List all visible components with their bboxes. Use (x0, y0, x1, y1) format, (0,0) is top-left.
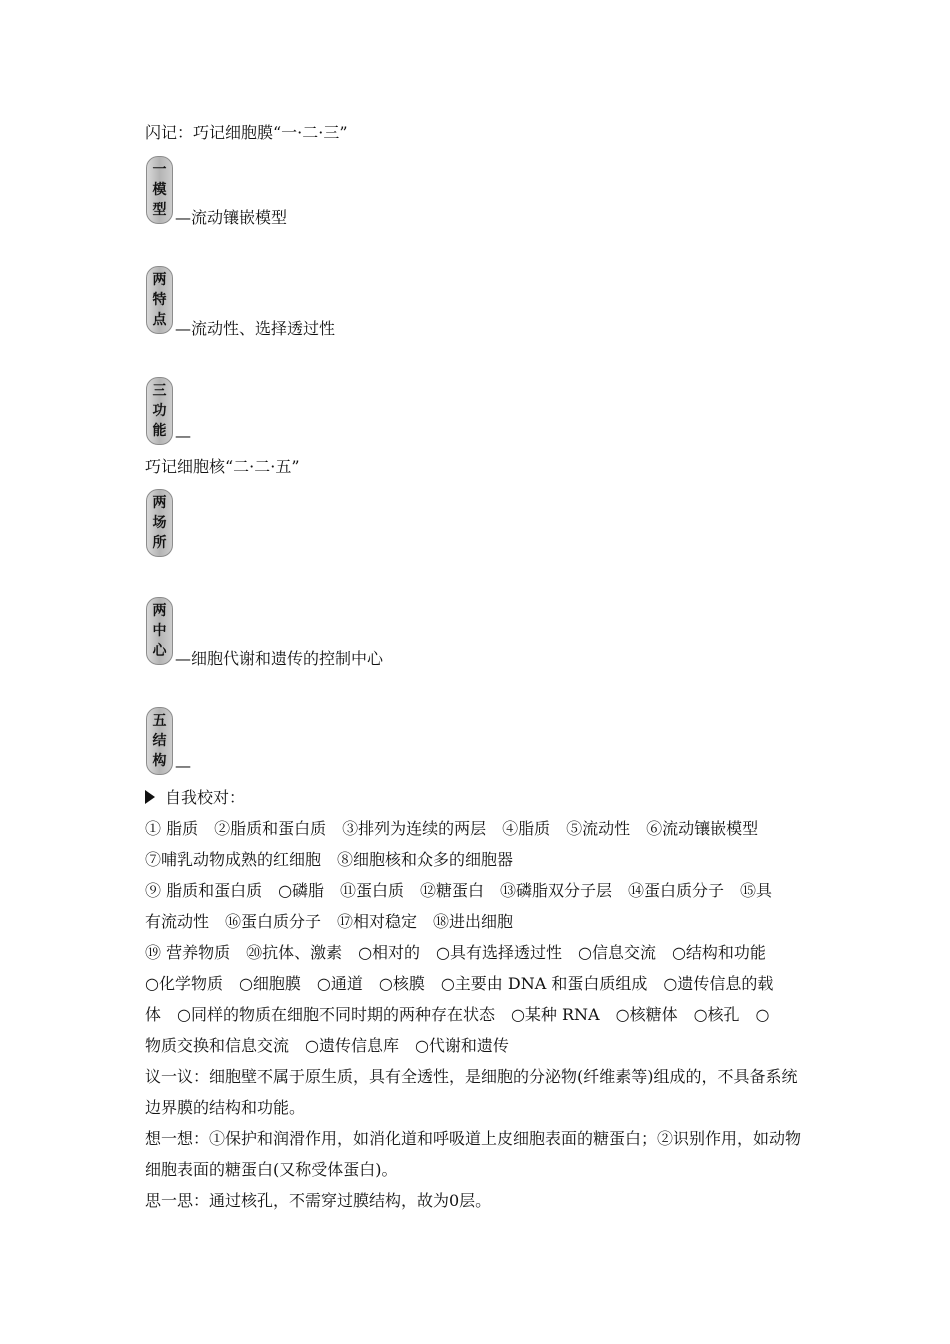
badge-suffix: —流动性、选择透过性 (175, 319, 336, 338)
heading-cell-membrane: 闪记：巧记细胞膜“一·二·三” (145, 123, 348, 142)
badge-char: 五 (152, 713, 167, 729)
think-paragraph: 想一想：①保护和润滑作用，如消化道和呼吸道上皮细胞表面的糖蛋白；②识别作用，如动物细胞表面的糖蛋白(又称受体蛋白)。 (145, 1129, 802, 1179)
badge-char: 心 (152, 643, 167, 659)
badge-char: 所 (152, 535, 167, 551)
badge-char: 模 (152, 182, 167, 198)
answer-line: ⑦哺乳动物成熟的红细胞 ⑧细胞核和众多的细胞器 (145, 850, 514, 869)
badge-suffix: — (175, 756, 191, 775)
badge-one-model (146, 156, 173, 224)
badge-char: 场 (152, 515, 167, 531)
badge-two-sites (146, 489, 173, 557)
badge-char: 三 (152, 383, 167, 399)
badge-char: 能 (152, 423, 167, 439)
discuss-paragraph: 议一议：细胞壁不属于原生质，具有全透性，是细胞的分泌物(纤维素等)组成的，不具备系统边界膜的结构和功能。 (145, 1067, 798, 1117)
badge-char: 型 (152, 202, 167, 218)
badge-char: 中 (152, 623, 167, 639)
badge-suffix: — (175, 426, 191, 445)
badge-two-features (146, 266, 173, 334)
ponder-paragraph: 思一思：通过核孔，不需穿过膜结构，故为0层。 (145, 1191, 492, 1210)
self-check-title: 自我校对： (165, 788, 246, 807)
answer-line: 体 ○同样的物质在细胞不同时期的两种存在状态 ○某种 RNA ○核糖体 ○核孔 ○ (145, 1005, 770, 1024)
badge-char: 两 (152, 272, 167, 288)
heading-nucleus: 巧记细胞核“二·二·五” (145, 457, 300, 476)
badge-suffix: —细胞代谢和遗传的控制中心 (175, 649, 384, 668)
badge-char: 一 (152, 162, 167, 178)
badge-char: 两 (152, 495, 167, 511)
answer-line: 有流动性 ⑯蛋白质分子 ⑰相对稳定 ⑱进出细胞 (145, 912, 514, 931)
badge-char: 两 (152, 603, 167, 619)
badge-char: 功 (152, 403, 167, 419)
badge-five-structures (146, 707, 173, 775)
badge-three-functions (146, 377, 173, 445)
answer-line: ⑨ 脂质和蛋白质 ○磷脂 ⑪蛋白质 ⑫糖蛋白 ⑬磷脂双分子层 ⑭蛋白质分子 ⑮具 (145, 881, 773, 900)
badge-char: 结 (152, 733, 167, 749)
answer-line: 物质交换和信息交流 ○遗传信息库 ○代谢和遗传 (145, 1036, 509, 1055)
arrow-marker-icon (145, 790, 155, 804)
badge-two-centers (146, 597, 173, 665)
answer-line: ⑲ 营养物质 ⑳抗体、激素 ○相对的 ○具有选择透过性 ○信息交流 ○结构和功能 (145, 943, 766, 962)
badge-suffix: —流动镶嵌模型 (175, 208, 288, 227)
badge-char: 点 (152, 312, 167, 328)
badge-char: 特 (152, 292, 167, 308)
self-check-heading (145, 788, 245, 808)
badge-char: 构 (152, 753, 167, 769)
answer-line: ① 脂质 ②脂质和蛋白质 ③排列为连续的两层 ④脂质 ⑤流动性 ⑥流动镶嵌模型 (145, 819, 759, 838)
answer-line: ○化学物质 ○细胞膜 ○通道 ○核膜 ○主要由 DNA 和蛋白质组成 ○遗传信息的载 (145, 974, 774, 993)
